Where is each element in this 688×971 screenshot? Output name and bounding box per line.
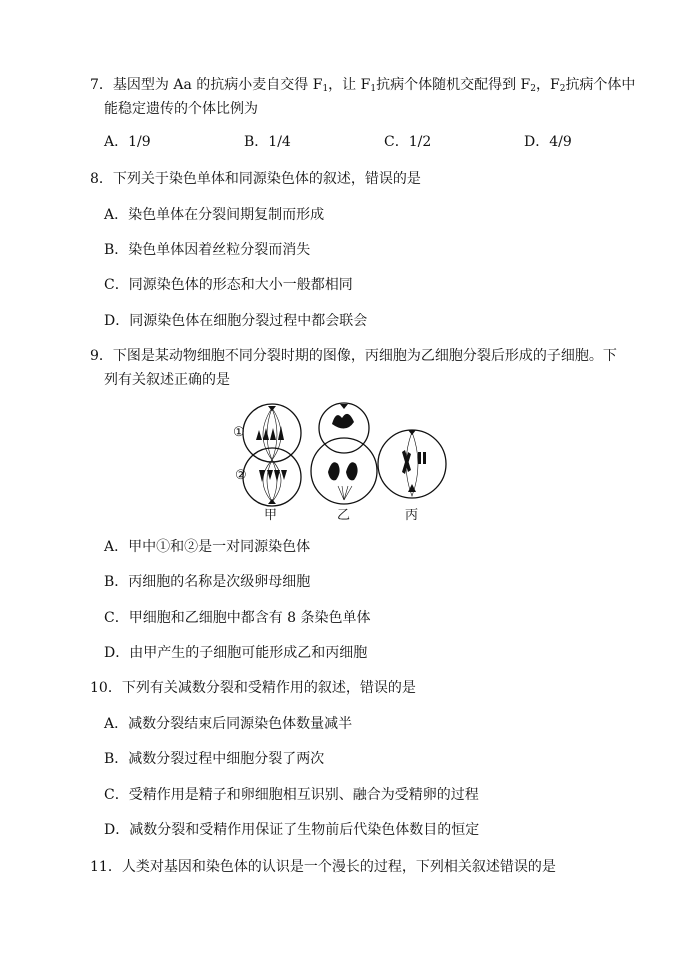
q7-text: 抗病个体中 xyxy=(565,77,636,93)
q8-option-a[interactable]: A．染色单体在分裂间期复制而形成 xyxy=(104,207,325,223)
q7-option-c[interactable]: C．1/2 xyxy=(384,134,432,150)
q8-option-b[interactable]: B．染色单体因着丝粒分裂而消失 xyxy=(104,242,311,258)
q10-stem: 10．下列有关减数分裂和受精作用的叙述，错误的是 xyxy=(90,680,416,696)
q10-option-c[interactable]: C．受精作用是精子和卵细胞相互识别、融合为受精卵的过程 xyxy=(104,787,479,803)
q7-sub: 1 xyxy=(322,84,329,94)
label-bing: 丙 xyxy=(405,508,419,523)
label-yi: 乙 xyxy=(337,508,351,523)
q7-option-d[interactable]: D．4/9 xyxy=(524,134,572,150)
cell-yi-bottom xyxy=(311,438,377,504)
q10-option-d[interactable]: D．减数分裂和受精作用保证了生物前后代染色体数目的恒定 xyxy=(104,822,480,838)
q7-option-b[interactable]: B．1/4 xyxy=(244,134,291,150)
q7-sub: 2 xyxy=(559,84,566,94)
q7-options xyxy=(104,132,584,152)
q8-stem: 8．下列关于染色单体和同源染色体的叙述，错误的是 xyxy=(90,171,421,187)
label-jia: 甲 xyxy=(264,508,278,523)
q7-stem-line1 xyxy=(90,75,635,99)
mark-2: ② xyxy=(235,468,247,483)
q10-option-b[interactable]: B．减数分裂过程中细胞分裂了两次 xyxy=(104,751,325,767)
q10-option-a[interactable]: A．减数分裂结束后同源染色体数量减半 xyxy=(104,716,353,732)
q7-option-a[interactable]: A．1/9 xyxy=(104,134,151,150)
cell-jia-bottom xyxy=(243,448,301,506)
q7-text: ，F xyxy=(535,77,560,93)
q8-option-c[interactable]: C．同源染色体的形态和大小一般都相同 xyxy=(104,277,353,293)
q9-stem-line2: 列有关叙述正确的是 xyxy=(104,372,230,388)
q7-sub: 1 xyxy=(370,84,377,94)
q9-stem-line1: 9．下图是某动物细胞不同分裂时期的图像，丙细胞为乙细胞分裂后形成的子细胞。下 xyxy=(90,348,617,364)
q7-text: 7．基因型为 Aa 的抗病小麦自交得 F xyxy=(90,77,323,93)
q7-text: ，让 F xyxy=(328,77,371,93)
cell-figure-drawing xyxy=(240,400,450,510)
q7-sub: 2 xyxy=(530,84,536,94)
q7-stem-line2: 能稳定遗传的个体比例为 xyxy=(104,101,258,117)
q11-stem: 11．人类对基因和染色体的认识是一个漫长的过程，下列相关叙述错误的是 xyxy=(90,859,556,875)
q8-option-d[interactable]: D．同源染色体在细胞分裂过程中都会联会 xyxy=(104,313,368,329)
mark-1: ① xyxy=(233,425,245,440)
q9-option-c[interactable]: C．甲细胞和乙细胞中都含有 8 条染色单体 xyxy=(104,610,371,626)
q7-text: 抗病个体随机交配得到 F xyxy=(376,77,531,93)
q9-option-d[interactable]: D．由甲产生的子细胞可能形成乙和丙细胞 xyxy=(104,645,368,661)
q9-option-a[interactable]: A．甲中①和②是一对同源染色体 xyxy=(104,539,311,555)
cell-division-figure xyxy=(233,400,450,524)
q9-option-b[interactable]: B．丙细胞的名称是次级卵母细胞 xyxy=(104,574,311,590)
